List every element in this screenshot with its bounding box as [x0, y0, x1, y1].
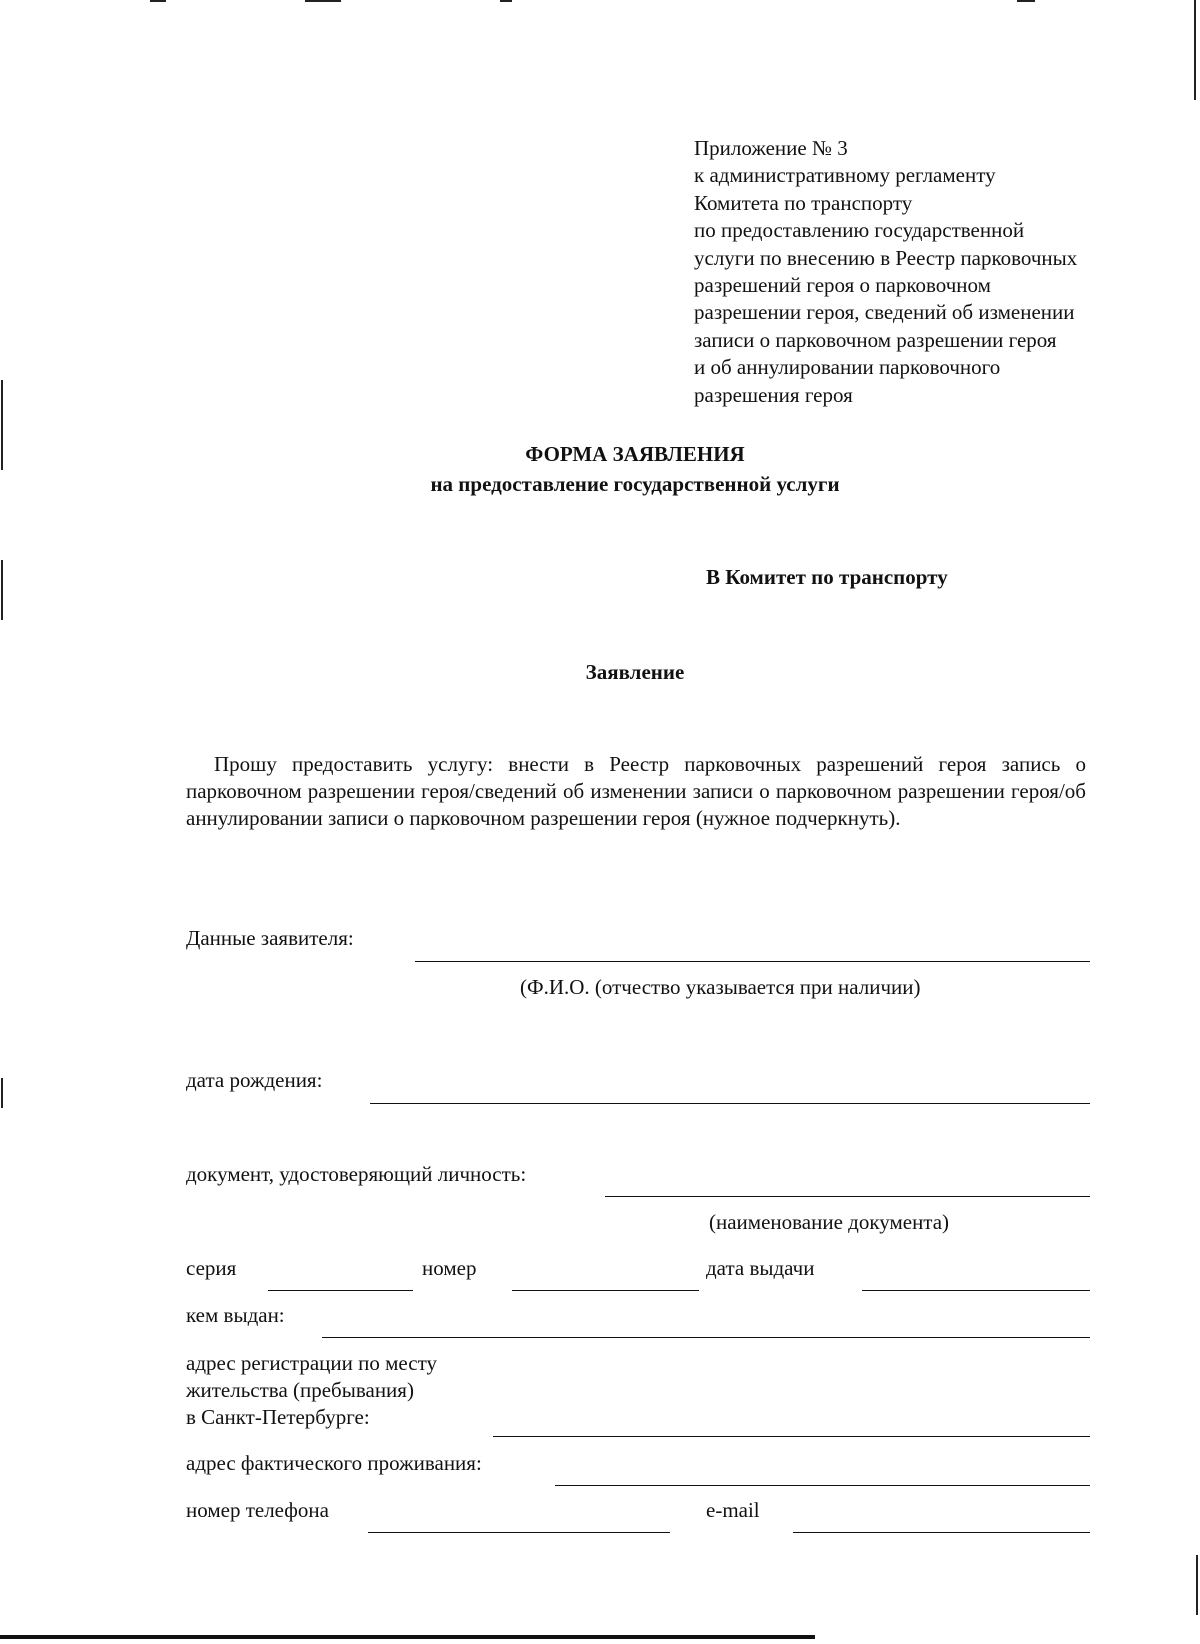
phone-label: номер телефона — [186, 1498, 329, 1522]
appendix-line: Комитета по транспорту — [694, 190, 913, 215]
registration-address-label-line: адрес регистрации по месту — [186, 1351, 437, 1375]
email-field[interactable] — [793, 1532, 1090, 1533]
scan-mark — [305, 0, 341, 2]
appendix-line: разрешении героя, сведений об изменении — [694, 300, 1075, 325]
actual-address-label: адрес фактического проживания: — [186, 1451, 482, 1475]
scan-mark — [1, 560, 3, 620]
appendix-line: Приложение № 3 — [694, 136, 848, 160]
applicant-caption: (Ф.И.О. (отчество указывается при наличии) — [520, 975, 921, 999]
id-document-field[interactable] — [605, 1196, 1090, 1197]
appendix-line: разрешения героя — [694, 382, 853, 407]
scan-mark — [1017, 0, 1035, 2]
appendix-line: услуги по внесению в Реестр парковочных — [694, 245, 1078, 270]
registration-address-label-line: жительства (пребывания) — [186, 1378, 414, 1402]
issued-by-field[interactable] — [322, 1337, 1090, 1338]
birth-date-label: дата рождения: — [186, 1068, 323, 1092]
number-label: номер — [422, 1256, 477, 1280]
applicant-label: Данные заявителя: — [186, 926, 354, 950]
scan-mark — [1196, 1555, 1198, 1615]
appendix-line: разрешений героя о парковочном — [694, 272, 991, 297]
scan-mark — [500, 0, 512, 2]
scan-mark — [150, 0, 166, 2]
statement-title: Заявление — [585, 660, 685, 684]
email-label: e-mail — [706, 1498, 760, 1522]
form-subtitle: на предоставление государственной услуги — [430, 472, 840, 496]
scan-mark — [1194, 0, 1196, 100]
appendix-line: по предоставлению государственной — [694, 218, 1025, 243]
issue-date-field[interactable] — [862, 1290, 1090, 1291]
registration-address-label-line: в Санкт-Петербурге: — [186, 1405, 370, 1429]
issued-by-label: кем выдан: — [186, 1303, 285, 1327]
id-document-label: документ, удостоверяющий личность: — [186, 1162, 527, 1186]
number-field[interactable] — [512, 1290, 699, 1291]
registration-address-field[interactable] — [493, 1436, 1090, 1437]
actual-address-field[interactable] — [555, 1485, 1090, 1486]
appendix-line: и об аннулировании парковочного — [694, 355, 1001, 380]
series-field[interactable] — [268, 1290, 413, 1291]
appendix-line: записи о парковочном разрешении героя — [694, 327, 1057, 352]
scan-bottom-edge — [0, 1635, 815, 1639]
series-label: серия — [186, 1256, 237, 1280]
scan-mark — [1, 1078, 3, 1108]
form-title: ФОРМА ЗАЯВЛЕНИЯ — [525, 442, 745, 466]
appendix-block — [694, 135, 1077, 409]
addressee: В Комитет по транспорту — [706, 565, 948, 589]
id-document-caption: (наименование документа) — [709, 1210, 950, 1234]
appendix-line: к административному регламенту — [694, 163, 996, 188]
request-text: Прошу предоставить услугу: внести в Реестр парковочных разрешений героя запись о парковочном разрешении героя/сведений об изменении записи о парковочном разрешении героя/об аннулировании записи о парковочном разрешении героя (нужное подчеркнуть). — [186, 752, 1086, 830]
birth-date-field[interactable] — [370, 1103, 1090, 1104]
phone-field[interactable] — [368, 1532, 670, 1533]
issue-date-label: дата выдачи — [706, 1256, 815, 1280]
applicant-name-field[interactable] — [415, 961, 1090, 962]
